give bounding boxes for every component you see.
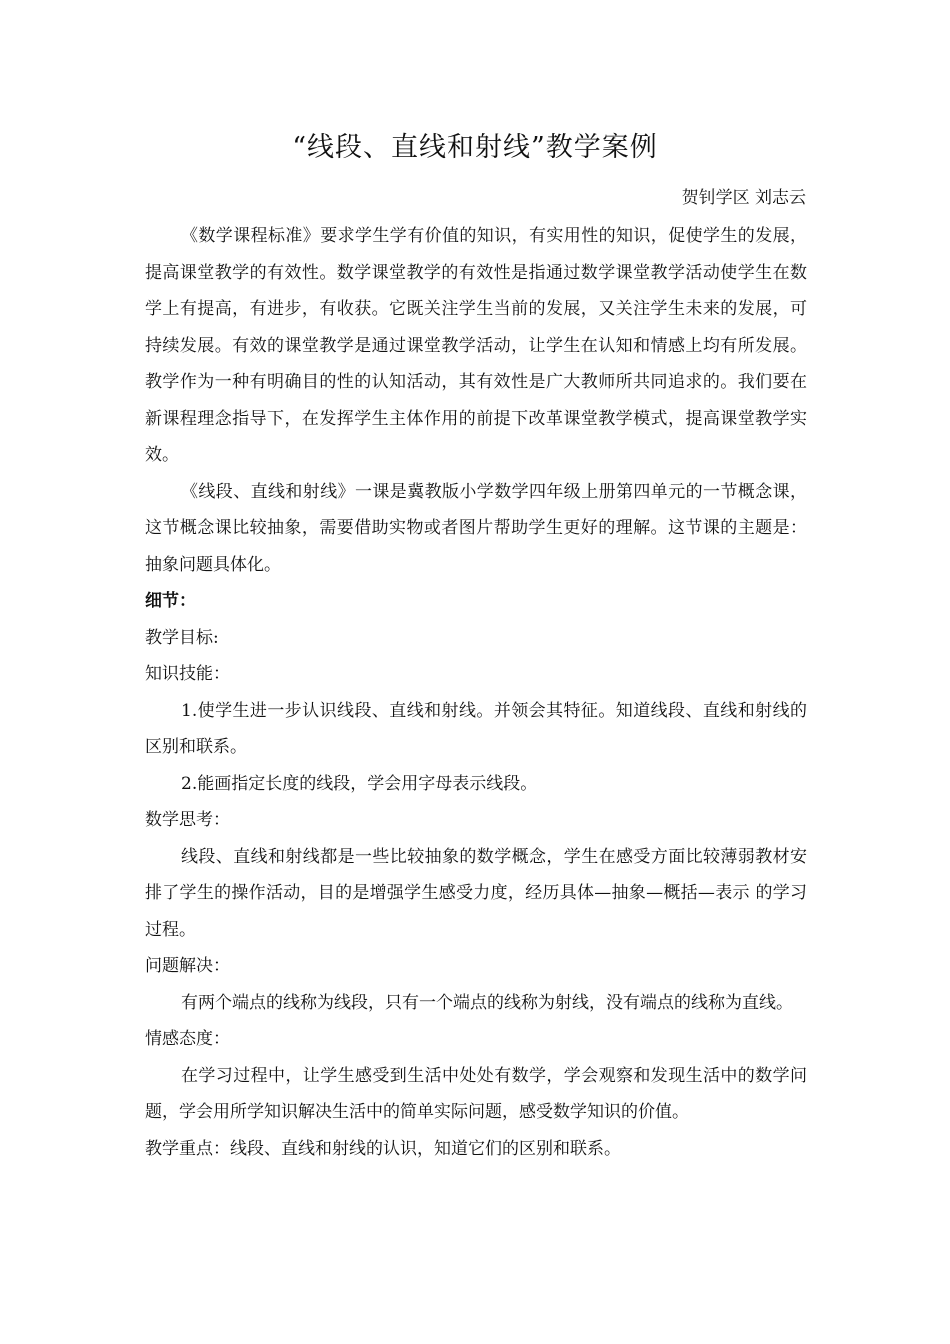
math-thinking-paragraph: 线段、直线和射线都是一些比较抽象的数学概念，学生在感受方面比较薄弱教材安排了学生的操作活动，目的是增强学生感受力度，经历具体—抽象—概括—表示 的学习过程。	[145, 846, 807, 940]
problem-solving-paragraph: 有两个端点的线称为线段，只有一个端点的线称为射线，没有端点的线称为直线。	[181, 992, 793, 1013]
goal-item-2: 2.能画指定长度的线段，学会用字母表示线段。	[181, 773, 538, 794]
heading-knowledge-skills: 知识技能：	[145, 664, 230, 684]
lesson-paragraph: 《线段、直线和射线》一课是冀教版小学数学四年级上册第四单元的一节概念课，这节概念课比较抽象，需要借助实物或者图片帮助学生更好的理解。这节课的主题是：抽象问题具体化。	[145, 481, 807, 575]
document-body	[145, 218, 807, 1167]
attitude-paragraph: 在学习过程中，让学生感受到生活中处处有数学，学会观察和发现生活中的数学问题，学会用所学知识解决生活中的简单实际问题，感受数学知识的价值。	[145, 1065, 807, 1122]
teaching-focus: 教学重点：线段、直线和射线的认识，知道它们的区别和联系。	[145, 1138, 621, 1159]
heading-math-thinking: 数学思考：	[145, 810, 230, 830]
heading-teaching-goals: 教学目标:	[145, 627, 219, 648]
author-line: 贺钊学区 刘志云	[681, 188, 806, 208]
section-heading-details: 细节：	[145, 591, 196, 611]
heading-attitude: 情感态度：	[145, 1029, 230, 1049]
heading-problem-solving: 问题解决：	[145, 956, 230, 976]
document-title: “线段、直线和射线”教学案例	[292, 132, 658, 163]
intro-paragraph: 《数学课程标准》要求学生学有价值的知识，有实用性的知识，促使学生的发展，提高课堂教学的有效性。数学课堂教学的有效性是指通过数学课堂教学活动使学生在数学上有提高，有进步，有收获。它既关注学生当前的发展，又关注学生未来的发展，可持续发展。有效的课堂教学是通过课堂教学活动，让学生在认知和情感上均有所发展。教学作为一种有明确目的性的认知活动，其有效性是广大教师所共同追求的。我们要在新课程理念指导下，在发挥学生主体作用的前提下改革课堂教学模式，提高课堂教学实效。	[145, 226, 807, 465]
goal-item-1: 1.使学生进一步认识线段、直线和射线。并领会其特征。知道线段、直线和射线的区别和联系。	[145, 700, 807, 757]
